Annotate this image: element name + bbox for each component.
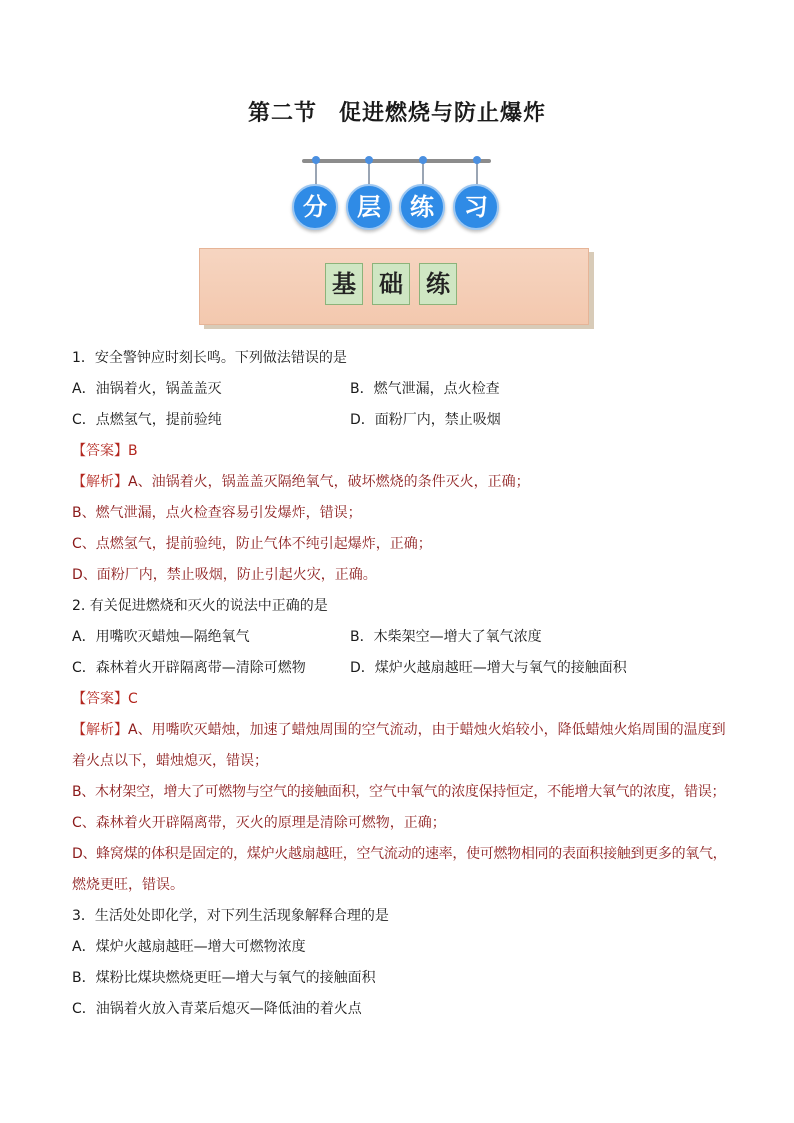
analysis-line: C、点燃氢气，提前验纯，防止气体不纯引起爆炸，正确；	[72, 536, 432, 552]
badge-hanger-bar	[302, 159, 491, 163]
option-a: A．用嘴吹灭蜡烛—隔绝氧气	[72, 629, 250, 645]
analysis-tag: 【解析】	[72, 474, 128, 490]
option-a: A．油锅着火，锅盖盖灭	[72, 381, 222, 397]
option-d: D．煤炉火越扇越旺—增大与氧气的接触面积	[350, 660, 627, 676]
badge-lian: 练	[399, 184, 445, 230]
analysis-tag: 【解析】	[72, 722, 128, 738]
option-d: D．面粉厂内，禁止吸烟	[350, 412, 501, 428]
badge-string	[476, 161, 478, 185]
analysis-line: 着火点以下，蜡烛熄灭，错误；	[72, 753, 268, 769]
page-title	[0, 96, 794, 127]
hanger-knob	[419, 156, 427, 164]
badge-ceng: 层	[346, 184, 392, 230]
answer-tag: 【答案】	[72, 443, 128, 459]
option-b: B．木柴架空—增大了氧气浓度	[350, 629, 542, 645]
analysis-line: B、木材架空，增大了可燃物与空气的接触面积，空气中氧气的浓度保持恒定，不能增大氧气的浓度，错误；	[72, 784, 726, 800]
analysis-line: C、森林着火开辟隔离带，灭火的原理是清除可燃物，正确；	[72, 815, 446, 831]
option-c: C．点燃氢气，提前验纯	[72, 412, 222, 428]
analysis-text: A、用嘴吹灭蜡烛，加速了蜡烛周围的空气流动，由于蜡烛火焰较小，降低蜡烛火焰周围的温度到	[128, 722, 726, 738]
question-stem: 1．安全警钟应时刻长鸣。下列做法错误的是	[72, 350, 347, 366]
option-b: B．燃气泄漏，点火检查	[350, 381, 500, 397]
option-b: B．煤粉比煤块燃烧更旺—增大与氧气的接触面积	[72, 970, 376, 986]
question-stem: 2. 有关促进燃烧和灭火的说法中正确的是	[72, 598, 328, 614]
analysis-line	[72, 715, 726, 746]
section-number: 第二节	[247, 101, 317, 126]
banner-char-ji: 基	[325, 263, 363, 305]
badge-string	[422, 161, 424, 185]
option-a: A．煤炉火越扇越旺—增大可燃物浓度	[72, 939, 306, 955]
analysis-line: B、燃气泄漏，点火检查容易引发爆炸，错误；	[72, 505, 362, 521]
questions-body	[72, 343, 727, 1025]
analysis-line: D、蜂窝煤的体积是固定的，煤炉火越扇越旺，空气流动的速率，使可燃物相同的表面积接触到更多的氧气，	[72, 846, 727, 862]
options-row	[72, 374, 722, 405]
options-row	[72, 653, 722, 684]
analysis-line: D、面粉厂内，禁止吸烟，防止引起火灾，正确。	[72, 567, 377, 583]
hanger-knob	[365, 156, 373, 164]
analysis-text: A、油锅着火，锅盖盖灭隔绝氧气，破坏燃烧的条件灭火，正确；	[128, 474, 530, 490]
answer-tag: 【答案】	[72, 691, 128, 707]
answer-line	[72, 436, 722, 467]
analysis-line	[72, 467, 722, 498]
options-row	[72, 405, 722, 436]
option-c: C．油锅着火放入青菜后熄灭—降低油的着火点	[72, 1001, 362, 1017]
options-row	[72, 622, 722, 653]
answer-value: C	[128, 691, 138, 707]
banner-char-chu: 础	[372, 263, 410, 305]
answer-line	[72, 684, 722, 715]
badge-string	[368, 161, 370, 185]
section-title: 促进燃烧与防止爆炸	[339, 101, 547, 126]
analysis-line: 燃烧更旺，错误。	[72, 877, 184, 893]
question-stem: 3．生活处处即化学，对下列生活现象解释合理的是	[72, 908, 389, 924]
banner-char-lian: 练	[419, 263, 457, 305]
hanger-knob	[312, 156, 320, 164]
answer-value: B	[128, 443, 138, 459]
badge-string	[315, 161, 317, 185]
hanger-knob	[473, 156, 481, 164]
badge-fen: 分	[292, 184, 338, 230]
badge-xi: 习	[453, 184, 499, 230]
option-c: C．森林着火开辟隔离带—清除可燃物	[72, 660, 306, 676]
